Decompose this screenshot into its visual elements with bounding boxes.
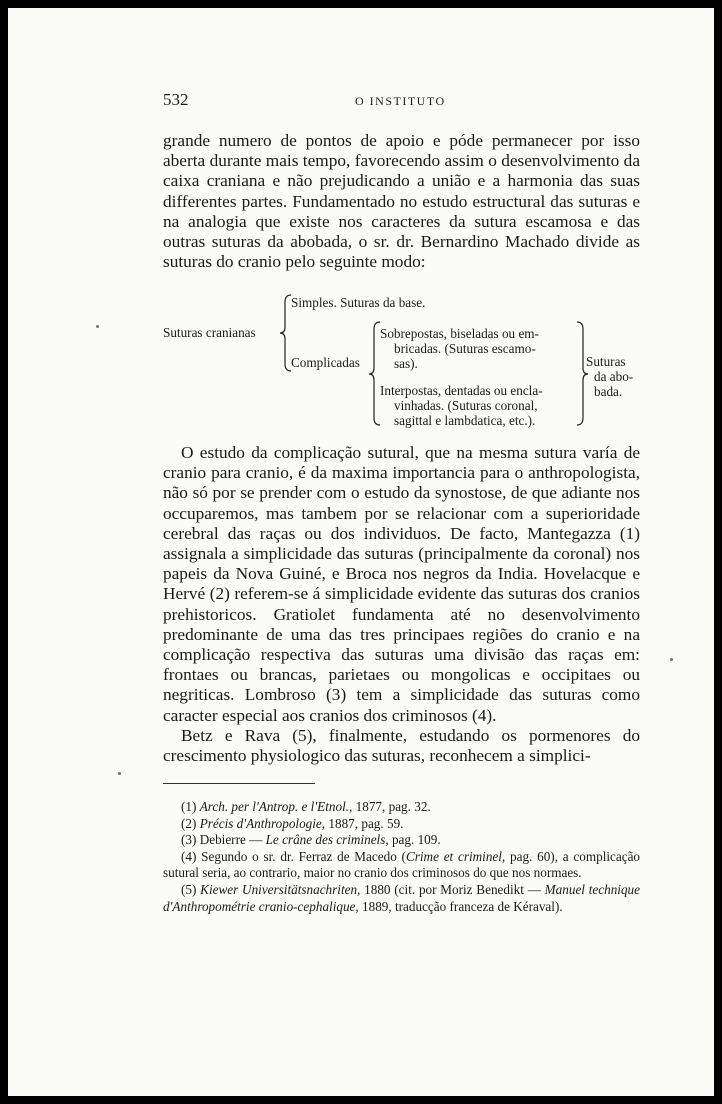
footnote-4: (4) Segundo o sr. dr. Ferraz de Macedo (Crime et criminel, pag. 60), a complicação sutural seria, ao contrario, maior no cranio dos criminosos do que nos normaes. (163, 848, 641, 881)
paragraph-2 (163, 443, 640, 766)
overlapping-sutures-line-2: bricadas. (Suturas escamo- (394, 341, 536, 356)
page-header (8, 90, 714, 114)
footnote-2: (2) Précis d'Anthropologie, 1887, pag. 59. (181, 815, 404, 831)
paragraph-2-text: O estudo da complicação sutural, que na mesma sutura varía de cranio para cranio, é da maxima importancia para o anthropologista, não só por se prender com o estudo da synostose, de que adiante nos occuparemos, mas tambem por se relacionar com a superioridade cerebral das raças ou dos individuos. De facto, Mantegazza (1) assignala a simplicidade das suturas (principalmente da coronal) nos papeis da Nova Guiné, e Broca nos negros da India. Hovelacque e Hervé (2) referem-se á simplicidade evidente das suturas dos cranios prehistoricos. Gratiolet fundamenta até no desenvolvimento predominante de uma das tres principaes regiões do cranio e na complicação respectiva das suturas uma divisão das raças em: frontaes ou brancas, parietaes ou mongolicas e occipitaes ou negriticas. Lombroso (3) tem a simplicidade das suturas como caracter especial aos cranios dos criminosos (4). (163, 443, 640, 725)
footnote-1: (1) Arch. per l'Antrop. e l'Etnol., 1877, pag. 32. (181, 799, 431, 814)
vault-brace (575, 321, 589, 427)
footnote-5: (5) Kiewer Universitätsnachriten, 1880 (cit. por Moriz Benedikt — Manuel technique d'Anthropométrie cranio-cephalique, 1889, traducção franceza de Kéraval). (163, 881, 640, 914)
classification-root: Suturas cranianas (163, 325, 256, 340)
footnote-3: (3) Debierre — Le crâne des criminels, pag. 109. (181, 832, 441, 848)
running-title: O INSTITUTO (355, 94, 446, 108)
footnotes (163, 799, 640, 915)
simple-sutures: Simples. Suturas da base. (291, 295, 426, 310)
interposed-sutures-line-2: vinhadas. (Suturas coronal, (394, 398, 538, 413)
vault-sutures-line-2: da abo- (594, 369, 634, 384)
paragraph-3-text: Betz e Rava (5), finalmente, estudando os pormenores do crescimento physiologico das suturas, reconhecem a simplici- (163, 725, 640, 766)
suture-classification (163, 288, 643, 428)
interposed-sutures-line-1: Interpostas, dentadas ou encla- (380, 383, 543, 398)
vault-sutures-line-3: bada. (594, 384, 623, 399)
vault-sutures-line-1: Suturas (586, 354, 626, 369)
interposed-sutures-line-3: sagittal e lambdatica, etc.). (394, 413, 536, 428)
book-page (8, 8, 714, 1096)
page-number: 532 (163, 90, 189, 109)
paragraph-1-text: grande numero de pontos de apoio e póde permanecer por isso aberta durante mais tempo, favorecendo assim o desenvolvimento da caixa craniana e não prejudicando a união e a harmonia das suas differentes partes. Fundamentado no estudo estructural das suturas e na analogia que existe nos caracteres da sutura escamosa e das outras suturas da abobada, o sr. dr. Bernardino Machado divide as suturas do cranio pelo seguinte modo: (163, 131, 640, 272)
paragraph-1 (163, 131, 640, 272)
complex-sutures: Complicadas (291, 355, 360, 370)
footnote-rule (163, 783, 315, 784)
overlapping-sutures-line-3: sas). (394, 356, 418, 371)
overlapping-sutures-line-1: Sobrepostas, biseladas ou em- (380, 326, 539, 341)
